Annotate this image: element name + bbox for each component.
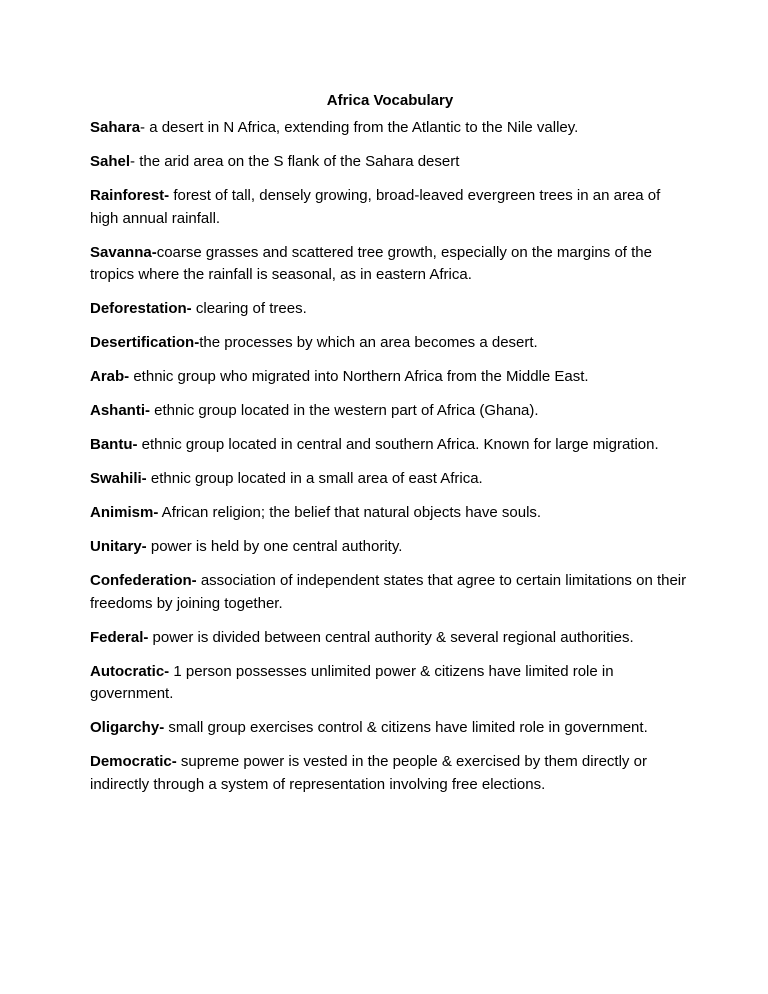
vocab-entry-desertification <box>90 332 690 355</box>
vocab-term: Savanna- <box>90 243 157 261</box>
vocab-definition: small group exercises control & citizens have limited role in government. <box>164 719 648 736</box>
vocab-definition: - a desert in N Africa, extending from the Atlantic to the Nile valley. <box>140 119 579 136</box>
vocab-term: Confederation- <box>90 572 197 589</box>
vocab-term: Federal- <box>90 628 149 646</box>
vocab-definition: association of independent states that agree to certain limitations on their freedoms by joining together. <box>90 572 687 612</box>
vocab-entry-federal <box>90 627 690 650</box>
vocab-definition: power is divided between central authority & several regional authorities. <box>148 628 634 646</box>
vocab-term: Desertification- <box>90 334 200 351</box>
vocab-entry-democratic <box>90 751 690 796</box>
vocab-entry-unitary <box>90 536 690 559</box>
vocab-definition: ethnic group who migrated into Northern Africa from the Middle East. <box>129 368 589 385</box>
vocab-term: Sahel <box>90 153 131 170</box>
vocab-term: Animism- <box>90 504 159 521</box>
vocab-term: Ashanti- <box>90 402 150 419</box>
vocab-definition: ethnic group located in the western part of Africa (Ghana). <box>150 402 539 419</box>
vocab-entry-ashanti <box>90 400 690 423</box>
vocab-definition: coarse grasses and scattered tree growth, especially on the margins of the tropics where the rainfall is seasonal, as in eastern Africa. <box>90 243 652 283</box>
vocab-definition: forest of tall, densely growing, broad-leaved evergreen trees in an area of high annual rainfall. <box>90 187 661 227</box>
vocab-entry-oligarchy <box>90 717 690 740</box>
vocab-definition: power is held by one central authority. <box>146 538 403 555</box>
vocab-definition: African religion; the belief that natural objects have souls. <box>158 504 542 521</box>
vocab-entry-deforestation <box>90 298 690 321</box>
vocab-term: Autocratic- <box>90 662 170 680</box>
vocab-entry-swahili <box>90 468 690 491</box>
vocab-entry-sahel <box>90 151 690 174</box>
vocab-definition: 1 person possesses unlimited power & citizens have limited role in government. <box>90 662 614 702</box>
vocab-term: Sahara <box>90 119 141 136</box>
vocab-entry-rainforest <box>90 185 690 230</box>
vocab-entry-bantu <box>90 434 690 457</box>
vocab-term: Swahili- <box>90 470 147 487</box>
vocab-term: Arab- <box>90 368 130 385</box>
document-title: Africa Vocabulary <box>326 92 454 109</box>
vocab-term: Democratic- <box>90 753 177 770</box>
vocab-definition: clearing of trees. <box>191 300 307 317</box>
vocab-entry-savanna <box>90 242 690 287</box>
vocab-term: Rainforest- <box>90 187 170 204</box>
document-page <box>90 91 690 808</box>
vocab-term: Unitary- <box>90 538 147 555</box>
vocab-term: Deforestation- <box>90 300 192 317</box>
vocab-definition: ethnic group located in a small area of east Africa. <box>146 470 483 487</box>
vocab-definition: supreme power is vested in the people & exercised by them directly or indirectly through a system of representation involving free elections. <box>90 753 647 793</box>
vocab-entry-confederation <box>90 570 690 615</box>
vocab-entry-autocratic <box>90 661 690 706</box>
vocab-definition: the processes by which an area becomes a desert. <box>199 334 538 351</box>
vocab-term: Oligarchy- <box>90 719 165 736</box>
vocab-term: Bantu- <box>90 436 138 453</box>
vocab-entry-sahara <box>90 117 690 140</box>
vocab-entry-animism <box>90 502 690 525</box>
vocab-definition: - the arid area on the S flank of the Sahara desert <box>130 153 460 170</box>
vocabulary-list <box>90 117 690 796</box>
vocab-entry-arab <box>90 366 690 389</box>
vocab-definition: ethnic group located in central and southern Africa. Known for large migration. <box>137 436 659 453</box>
